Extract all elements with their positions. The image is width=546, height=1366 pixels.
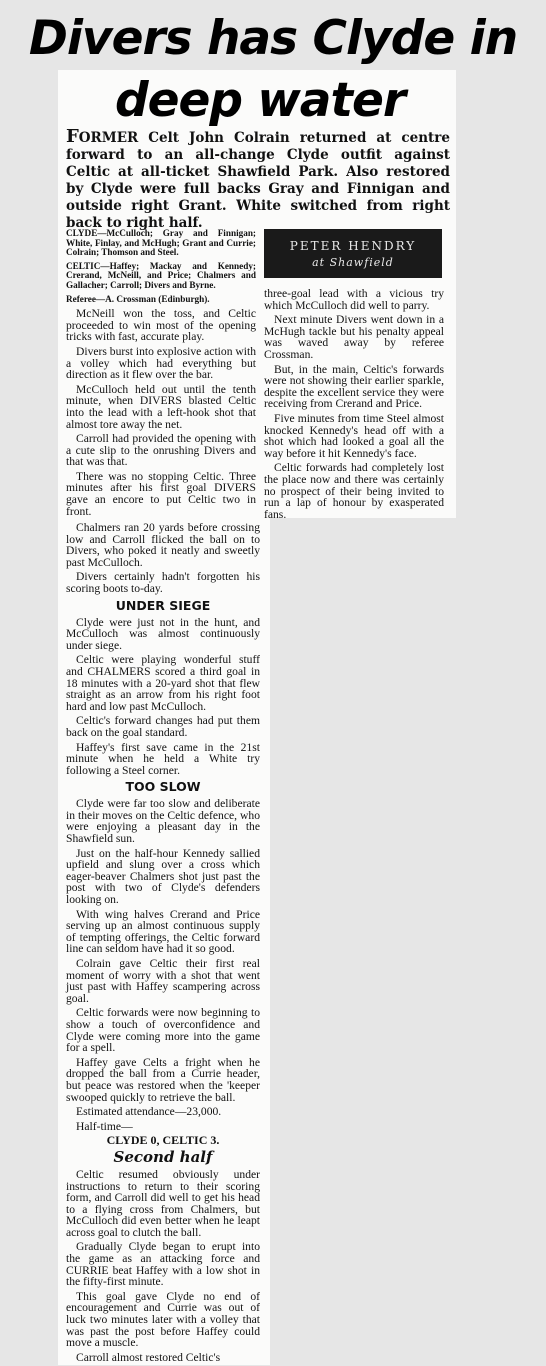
subheading-too-slow: TOO SLOW [125, 779, 201, 795]
headline-line-2: deep water [114, 73, 406, 128]
paragraph: But, in the main, Celtic's forwards were not showing their earlier sparkle, despite the excellent service they were receiving from Crerand and Price. [264, 362, 444, 411]
column-left-lower [66, 522, 260, 1366]
halftime-score: CLYDE 0, CELTIC 3. [106, 1133, 220, 1148]
byline-location: at Shawfield [312, 256, 394, 269]
column-left-upper [66, 229, 256, 520]
paragraph: Divers certainly hadn't forgotten his scoring boots to-day. [66, 570, 260, 595]
subheading-under-siege: UNDER SIEGE [115, 597, 211, 613]
paragraph: Chalmers ran 20 yards before crossing low and Carroll flicked the ball on to Divers, who poked it neatly and sweetly past McCulloch. [66, 521, 260, 569]
paragraph: Carroll almost restored Celtic's [76, 1350, 221, 1364]
paragraph: Colrain gave Celtic their first real moment of worry with a shot that went just past with Haffey scampering across goal. [66, 957, 260, 1005]
intro-drop-letter: F [66, 126, 79, 147]
lineup-celtic: CELTIC—Haffey; Mackay and Kennedy; Crerand, McNeill, and Price; Chalmers and Gallacher; Carroll; Divers and Byrne. [66, 260, 256, 290]
paragraph: Divers burst into explosive action with a volley which had everything but direction as it flew over the bar. [66, 344, 256, 382]
column-right [264, 288, 444, 523]
byline-box [264, 229, 442, 278]
paragraph: Celtic forwards were now beginning to show a touch of overconfidence and Clyde were coming more into the game for a spell. [66, 1006, 260, 1055]
paragraph: Celtic's forward changes had put them back on the goal standard. [66, 714, 260, 739]
paragraph: Haffey's first save came in the 21st minute when he held a White try following a Steel corner. [66, 740, 260, 777]
paragraph: Celtic resumed obviously under instructions to return to their scoring form, and Carroll did well to get his head to a flying cross from Chalmers, but McCulloch did even better when he leapt across goal to clutch the ball. [66, 1167, 260, 1239]
paragraph: McCulloch held out until the tenth minute, when DIVERS blasted Celtic into the lead with a left-hook shot that almost tore away the net. [66, 382, 256, 431]
paragraph: Gradually Clyde began to erupt into the game as an attacking force and CURRIE beat Haffey with a low shot in the fifty-first minute. [66, 1240, 260, 1289]
paragraph: There was no stopping Celtic. Three minutes after his first goal DIVERS gave an encore to put Celtic two in front. [66, 469, 256, 518]
paragraph: Just on the half-hour Kennedy sallied upfield and slung over a cross which eager-beaver Chalmers shot just past the post with two of Clyde's defenders looking on. [66, 846, 260, 907]
lineup-clyde: CLYDE—McCulloch; Gray and Finnigan; White, Finlay, and McHugh; Grant and Currie; Colrain; Thomson and Steel. [66, 228, 256, 258]
byline-name: PETER HENDRY [289, 239, 417, 253]
paragraph: Half-time— [76, 1119, 133, 1133]
paragraph: Carroll had provided the opening with a cute slip to the onrushing Divers and that was that. [66, 432, 256, 469]
paragraph: three-goal lead with a vicious try which McCulloch did well to parry. [264, 287, 444, 312]
paragraph: With wing halves Crerand and Price serving up an almost continuous supply of tempting offerings, the Celtic forward line can seldom have had it so good. [66, 907, 260, 956]
paragraph: McNeill won the toss, and Celtic proceeded to win most of the opening tricks with fast, accurate play. [66, 307, 256, 344]
referee: Referee—A. Crossman (Edinburgh). [66, 293, 210, 304]
paragraph: Clyde were far too slow and deliberate in their moves on the Celtic defence, who were enjoying a pleasant day in the Shawfield sun. [66, 797, 260, 846]
headline-line-1: Divers has Clyde in [28, 11, 518, 66]
paragraph: This goal gave Clyde no end of encouragement and Currie was out of luck two minutes later with a volley that was past the post before Haffey could move a muscle. [66, 1289, 260, 1350]
paragraph: Next minute Divers went down in a McHugh tackle but his penalty appeal was waved away by referee Crossman. [264, 313, 444, 361]
intro-text: ORMER Celt John Colrain returned at centre forward to an all-change Clyde outfit against Celtic at all-ticket Shawfield Park. Also restored by Clyde were full backs Gray and Finnigan and outside right Grant. White switched from right back to right half. [66, 130, 450, 231]
intro-paragraph [66, 128, 450, 232]
paragraph: Five minutes from time Steel almost knocked Kennedy's head off with a shot which had looked a goal all the way before it hit Kennedy's face. [264, 411, 444, 460]
paragraph: Haffey gave Celts a fright when he dropped the ball from a Currie header, but peace was restored when the 'keeper swooped quickly to retrieve the ball. [66, 1055, 260, 1104]
subheading-second-half: Second half [113, 1147, 213, 1166]
paragraph: Clyde were just not in the hunt, and McCulloch was almost continuously under siege. [66, 615, 260, 652]
paragraph: Celtic forwards had completely lost the place now and there was certainly no prospect of their being invited to run a lap of honour by exasperated fans. [264, 461, 444, 521]
paragraph: Estimated attendance—23,000. [76, 1105, 222, 1119]
paragraph: Celtic were playing wonderful stuff and CHALMERS scored a third goal in 18 minutes with a 20-yard shot that flew straight as an arrow from his right foot hard and low past McCulloch. [66, 653, 260, 713]
